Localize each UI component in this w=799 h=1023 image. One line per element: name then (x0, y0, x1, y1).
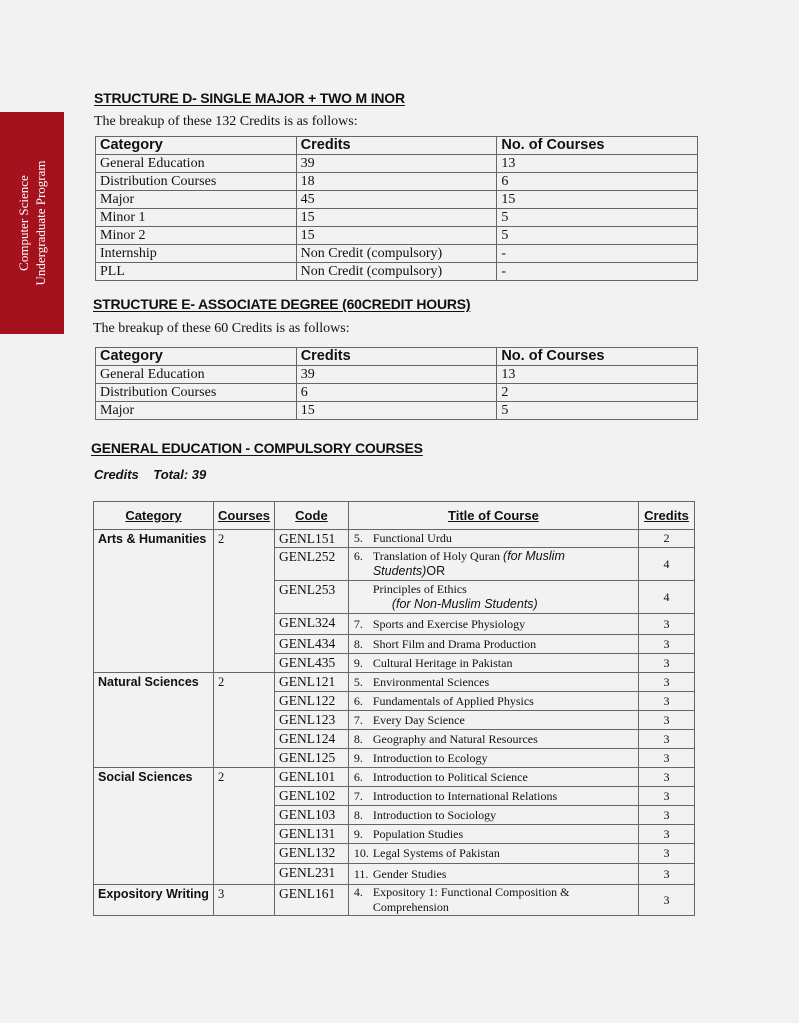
course-code-cell: GENL324 (275, 614, 349, 635)
table-cell: 5 (497, 402, 698, 420)
course-code-cell: GENL132 (275, 844, 349, 864)
course-title-cell (348, 673, 638, 692)
course-title-cell (348, 768, 638, 787)
course-title: Introduction to Political Science (372, 769, 528, 784)
course-code-cell: GENL161 (275, 885, 349, 916)
table-cell: 15 (296, 227, 497, 245)
course-credits-cell: 3 (639, 806, 695, 825)
course-title-cell (348, 614, 638, 635)
course-title: Geography and Natural Resources (372, 731, 538, 746)
course-code-cell: GENL252 (275, 548, 349, 581)
course-credits-cell: 2 (639, 530, 695, 548)
table-cell: 15 (497, 191, 698, 209)
column-header: Credits (639, 502, 695, 530)
course-credits-cell: 3 (639, 825, 695, 844)
course-number: 7. (353, 788, 363, 803)
structure-d-table (95, 136, 698, 281)
table-row (96, 263, 698, 281)
table-cell: 13 (497, 155, 698, 173)
structure-e-heading: STRUCTURE E- ASSOCIATE DEGREE (60CREDIT HOURS) (93, 296, 471, 312)
course-title: Introduction to Ecology (372, 750, 488, 765)
table-cell: - (497, 245, 698, 263)
gen-ed-courses-table (93, 501, 695, 916)
course-title: Translation of Holy Quran (372, 549, 501, 563)
course-credits-cell: 3 (639, 730, 695, 749)
course-title: Sports and Exercise Physiology (372, 616, 526, 631)
column-header: Title of Course (348, 502, 638, 530)
course-code-cell: GENL101 (275, 768, 349, 787)
course-title-cell (348, 844, 638, 864)
table-cell: General Education (96, 366, 297, 384)
course-credits-cell: 4 (639, 548, 695, 581)
table-row (94, 768, 695, 787)
courses-count-cell: 2 (213, 768, 274, 885)
sidebar-banner (0, 112, 64, 334)
category-cell: Arts & Humanities (94, 530, 214, 673)
course-code-cell: GENL151 (275, 530, 349, 548)
table-row (94, 885, 695, 916)
structure-d-intro: The breakup of these 132 Credits is as follows: (94, 114, 358, 129)
table-cell: 6 (296, 384, 497, 402)
course-number: 8. (353, 636, 363, 651)
courses-count-cell: 2 (213, 673, 274, 768)
course-number: 6. (353, 549, 363, 563)
table-row (96, 366, 698, 384)
course-code-cell: GENL122 (275, 692, 349, 711)
table-cell: 6 (497, 173, 698, 191)
course-title: Introduction to International Relations (372, 788, 558, 803)
course-title: Every Day Science (372, 712, 465, 727)
course-credits-cell: 3 (639, 673, 695, 692)
course-number: 10. (353, 846, 369, 860)
column-header: Category (94, 502, 214, 530)
table-cell: 45 (296, 191, 497, 209)
courses-count-cell: 3 (213, 885, 274, 916)
course-credits-cell: 3 (639, 654, 695, 673)
column-header: No. of Courses (497, 348, 698, 366)
table-cell: PLL (96, 263, 297, 281)
column-header: No. of Courses (497, 137, 698, 155)
course-title: Population Studies (372, 826, 464, 841)
table-cell: 13 (497, 366, 698, 384)
table-cell: Distribution Courses (96, 173, 297, 191)
course-credits-cell: 3 (639, 885, 695, 916)
table-cell: Non Credit (compulsory) (296, 263, 497, 281)
course-code-cell: GENL102 (275, 787, 349, 806)
course-credits-cell: 3 (639, 844, 695, 864)
course-title: Fundamentals of Applied Physics (372, 693, 534, 708)
course-title-cell (348, 749, 638, 768)
course-number: 5. (353, 674, 363, 689)
course-title-cell (348, 864, 638, 885)
table-cell: Minor 1 (96, 209, 297, 227)
table-cell: 39 (296, 155, 497, 173)
course-credits-cell: 3 (639, 614, 695, 635)
table-cell: 15 (296, 209, 497, 227)
course-title: Expository 1: Functional Composition & Comprehension (372, 885, 570, 914)
table-row (96, 173, 698, 191)
gen-ed-heading: GENERAL EDUCATION - COMPULSORY COURSES (91, 440, 423, 456)
table-row (96, 191, 698, 209)
table-header-row (96, 348, 698, 366)
course-credits-cell: 3 (639, 749, 695, 768)
table-row (96, 402, 698, 420)
column-header: Code (275, 502, 349, 530)
course-note: (for Non-Muslim Students) (391, 597, 538, 611)
table-row (96, 384, 698, 402)
column-header: Credits (296, 348, 497, 366)
table-row (94, 673, 695, 692)
course-code-cell: GENL253 (275, 581, 349, 614)
table-cell: General Education (96, 155, 297, 173)
course-number: 4. (353, 885, 363, 899)
course-title-cell (348, 730, 638, 749)
course-title: Principles of Ethics (372, 582, 467, 596)
table-cell: - (497, 263, 698, 281)
table-header-row (96, 137, 698, 155)
column-header: Category (96, 348, 297, 366)
table-cell: Distribution Courses (96, 384, 297, 402)
course-credits-cell: 3 (639, 692, 695, 711)
category-cell: Expository Writing (94, 885, 214, 916)
table-row (96, 155, 698, 173)
course-code-cell: GENL434 (275, 635, 349, 654)
credits-label: Credits (94, 467, 139, 482)
course-title: Introduction to Sociology (372, 807, 497, 822)
course-title-cell (348, 787, 638, 806)
sidebar-line-1: Computer Science (16, 175, 31, 271)
course-number: 8. (353, 807, 363, 822)
course-credits-cell: 3 (639, 711, 695, 730)
structure-d-heading: STRUCTURE D- SINGLE MAJOR + TWO M INOR (94, 90, 405, 106)
course-title-cell (348, 711, 638, 730)
course-code-cell: GENL435 (275, 654, 349, 673)
table-row (96, 209, 698, 227)
course-number: 9. (353, 826, 363, 841)
column-header: Courses (213, 502, 274, 530)
course-code-cell: GENL231 (275, 864, 349, 885)
course-or-label: OR (426, 564, 446, 578)
course-title-cell (348, 806, 638, 825)
course-title-cell (348, 530, 638, 548)
table-cell: Minor 2 (96, 227, 297, 245)
course-credits-cell: 3 (639, 635, 695, 654)
course-title: Cultural Heritage in Pakistan (372, 655, 513, 670)
table-cell: Major (96, 402, 297, 420)
course-number: 7. (353, 712, 363, 727)
table-cell: Non Credit (compulsory) (296, 245, 497, 263)
table-cell: Internship (96, 245, 297, 263)
course-title-cell (348, 654, 638, 673)
table-row (96, 227, 698, 245)
course-title: Legal Systems of Pakistan (372, 846, 500, 860)
courses-count-cell: 2 (213, 530, 274, 673)
column-header: Category (96, 137, 297, 155)
structure-e-intro: The breakup of these 60 Credits is as follows: (93, 321, 350, 336)
course-number: 6. (353, 769, 363, 784)
course-code-cell: GENL121 (275, 673, 349, 692)
table-cell: 5 (497, 209, 698, 227)
course-title-cell (348, 885, 638, 916)
category-cell: Social Sciences (94, 768, 214, 885)
course-number: 11. (353, 866, 369, 881)
table-cell: 39 (296, 366, 497, 384)
table-row (94, 530, 695, 548)
structure-e-table (95, 347, 698, 420)
course-title: Functional Urdu (372, 531, 452, 545)
course-note: (for Muslim Students) (372, 549, 565, 578)
table-row (96, 245, 698, 263)
course-title: Environmental Sciences (372, 674, 490, 689)
table-cell: 2 (497, 384, 698, 402)
table-cell: Major (96, 191, 297, 209)
column-header: Credits (296, 137, 497, 155)
course-credits-cell: 3 (639, 768, 695, 787)
course-number: 9. (353, 750, 363, 765)
total-label: Total: 39 (153, 467, 207, 482)
sidebar-line-2: Undergraduate Program (33, 160, 48, 286)
course-credits-cell: 3 (639, 787, 695, 806)
course-title-cell (348, 581, 638, 614)
course-number: 8. (353, 731, 363, 746)
course-credits-cell: 3 (639, 864, 695, 885)
course-code-cell: GENL131 (275, 825, 349, 844)
course-credits-cell: 4 (639, 581, 695, 614)
category-cell: Natural Sciences (94, 673, 214, 768)
course-number: 5. (353, 531, 363, 545)
sidebar-text (15, 160, 49, 285)
course-code-cell: GENL103 (275, 806, 349, 825)
course-title: Short Film and Drama Production (372, 636, 537, 651)
course-code-cell: GENL123 (275, 711, 349, 730)
table-cell: 18 (296, 173, 497, 191)
course-code-cell: GENL125 (275, 749, 349, 768)
course-number: 7. (353, 616, 363, 631)
gen-ed-credits-total (94, 467, 206, 482)
course-title-cell (348, 548, 638, 581)
course-code-cell: GENL124 (275, 730, 349, 749)
course-title: Gender Studies (372, 866, 447, 881)
table-header-row (94, 502, 695, 530)
course-number: 9. (353, 655, 363, 670)
course-title-cell (348, 692, 638, 711)
table-cell: 15 (296, 402, 497, 420)
course-title-cell (348, 825, 638, 844)
table-cell: 5 (497, 227, 698, 245)
course-number: 6. (353, 693, 363, 708)
course-title-cell (348, 635, 638, 654)
